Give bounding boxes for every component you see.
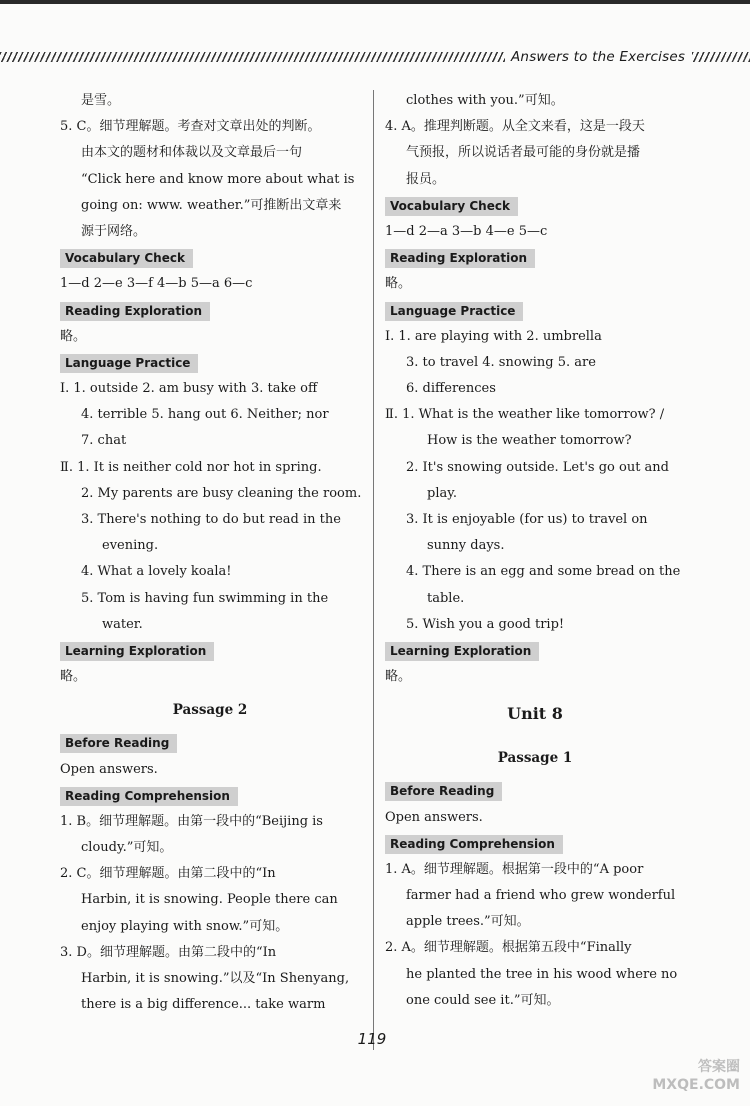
answer-line: 5. C。细节理解题。考查对文章出处的判断。 <box>60 119 321 135</box>
answer-line: 3. There's nothing to do but read in the <box>81 512 341 527</box>
answer-line: Ⅱ. 1. What is the weather like tomorrow? / <box>385 407 665 423</box>
passage-title: Passage 2 <box>172 702 248 719</box>
section-heading-row <box>60 350 360 376</box>
answer-line: Open answers. <box>385 809 483 825</box>
section-heading: Reading Exploration <box>60 302 210 321</box>
answer-line: he planted the tree in his wood where no <box>406 966 678 982</box>
answer-line: 7. chat <box>81 433 127 449</box>
answer-line: 4. terrible 5. hang out 6. Neither; nor <box>81 407 329 423</box>
answer-line: farmer had a friend who grew wonderful <box>406 888 676 904</box>
section-heading-row <box>385 831 685 857</box>
answer-line: 略。 <box>385 276 412 292</box>
answer-line: 4. There is an egg and some bread on the <box>406 564 681 580</box>
answer-line: 3. to travel 4. snowing 5. are <box>406 354 596 370</box>
answer-line: 1. A。细节理解题。根据第一段中的“A poor <box>385 861 644 877</box>
answer-line: Ⅱ. 1. It is neither cold nor hot in spring. <box>60 459 322 475</box>
answer-line: 5. Wish you a good trip! <box>406 616 565 632</box>
section-heading: Learning Exploration <box>60 642 214 661</box>
answer-line: 1. B。细节理解题。由第一段中的“Beijing is <box>60 813 323 829</box>
section-heading: Vocabulary Check <box>385 197 518 216</box>
answer-line: table. <box>427 590 465 606</box>
answer-line: Open answers. <box>60 761 158 777</box>
section-heading: Language Practice <box>385 302 523 321</box>
section-heading-row <box>60 638 360 664</box>
answer-line: 4. What a lovely koala! <box>81 564 232 580</box>
answer-line: Harbin, it is snowing.”以及“In Shenyang, <box>81 971 350 986</box>
header-hatch-right <box>692 52 750 62</box>
column-divider <box>373 90 374 1050</box>
answer-line: 由本文的题材和体裁以及文章最后一句 <box>81 145 303 161</box>
section-heading: Vocabulary Check <box>60 249 193 268</box>
answer-line: enjoy playing with snow.”可知。 <box>81 918 289 934</box>
answer-line: 报员。 <box>406 171 446 187</box>
answer-line: Ⅰ. 1. outside 2. am busy with 3. take off <box>60 381 318 397</box>
answer-line: “Click here and know more about what is <box>81 171 355 187</box>
answer-line: clothes with you.”可知。 <box>406 93 564 108</box>
answer-line: 略。 <box>385 669 412 685</box>
top-rule <box>0 0 750 4</box>
header-title: Answers to the Exercises <box>511 49 686 65</box>
answer-line: 1—d 2—a 3—b 4—e 5—c <box>385 223 548 239</box>
page-number: 119 <box>357 1030 387 1048</box>
answer-line: 2. A。细节理解题。根据第五段中“Finally <box>385 940 632 956</box>
passage-title: Passage 1 <box>497 750 573 767</box>
header-hatch-left <box>0 52 505 62</box>
watermark-url: MXQE.COM <box>652 1077 740 1093</box>
left-column <box>60 88 360 1018</box>
section-heading: Reading Comprehension <box>60 787 238 806</box>
watermark-logo <box>620 1058 740 1098</box>
answer-line: there is a big difference... take warm <box>81 997 326 1013</box>
answer-line: 气预报，所以说话者最可能的身份就是播 <box>406 145 641 161</box>
section-heading: Before Reading <box>385 782 502 801</box>
section-heading-row <box>60 730 360 756</box>
answer-line: 2. C。细节理解题。由第二段中的“In <box>60 866 276 882</box>
answer-line: going on: www. weather.”可推断出文章来 <box>81 197 342 213</box>
section-heading-row <box>60 298 360 324</box>
answer-line: water. <box>102 616 143 632</box>
section-heading: Reading Comprehension <box>385 835 563 854</box>
watermark-text: 答案圈 <box>698 1059 740 1075</box>
answer-line: 3. It is enjoyable (for us) to travel on <box>406 512 648 527</box>
section-heading: Learning Exploration <box>385 642 539 661</box>
section-heading-row <box>385 298 685 324</box>
section-heading: Language Practice <box>60 354 198 373</box>
answer-line: Ⅰ. 1. are playing with 2. umbrella <box>385 328 602 344</box>
section-heading-row <box>60 783 360 809</box>
answer-line: play. <box>427 485 457 501</box>
right-column <box>385 88 685 1014</box>
answer-line: 3. D。细节理解题。由第二段中的“In <box>60 944 277 960</box>
section-heading-row <box>385 193 685 219</box>
answer-line: How is the weather tomorrow? <box>427 433 632 449</box>
answer-line: Harbin, it is snowing. People there can <box>81 892 338 908</box>
answer-line: sunny days. <box>427 538 505 554</box>
section-heading-row <box>385 638 685 664</box>
answer-line: evening. <box>102 538 159 554</box>
running-header <box>0 46 750 68</box>
answer-line: 6. differences <box>406 381 496 397</box>
answer-line: 2. It's snowing outside. Let's go out and <box>406 459 669 475</box>
answer-line: cloudy.”可知。 <box>81 840 173 856</box>
answer-line: 源于网络。 <box>81 223 147 239</box>
answer-line: one could see it.”可知。 <box>406 992 560 1008</box>
answer-line: 略。 <box>60 669 87 685</box>
unit-title: Unit 8 <box>507 704 563 724</box>
answer-line: apple trees.”可知。 <box>406 914 530 930</box>
answer-line: 4. A。推理判断题。从全文来看，这是一段天 <box>385 119 645 135</box>
section-heading-row <box>385 245 685 271</box>
answer-line: 1—d 2—e 3—f 4—b 5—a 6—c <box>60 276 253 292</box>
section-heading: Before Reading <box>60 734 177 753</box>
section-heading: Reading Exploration <box>385 249 535 268</box>
section-heading-row <box>385 778 685 804</box>
answer-line: 略。 <box>60 328 87 344</box>
answer-line: 5. Tom is having fun swimming in the <box>81 590 329 606</box>
answer-line: 是雪。 <box>81 93 121 108</box>
answer-line: 2. My parents are busy cleaning the room. <box>81 485 362 501</box>
section-heading-row <box>60 245 360 271</box>
